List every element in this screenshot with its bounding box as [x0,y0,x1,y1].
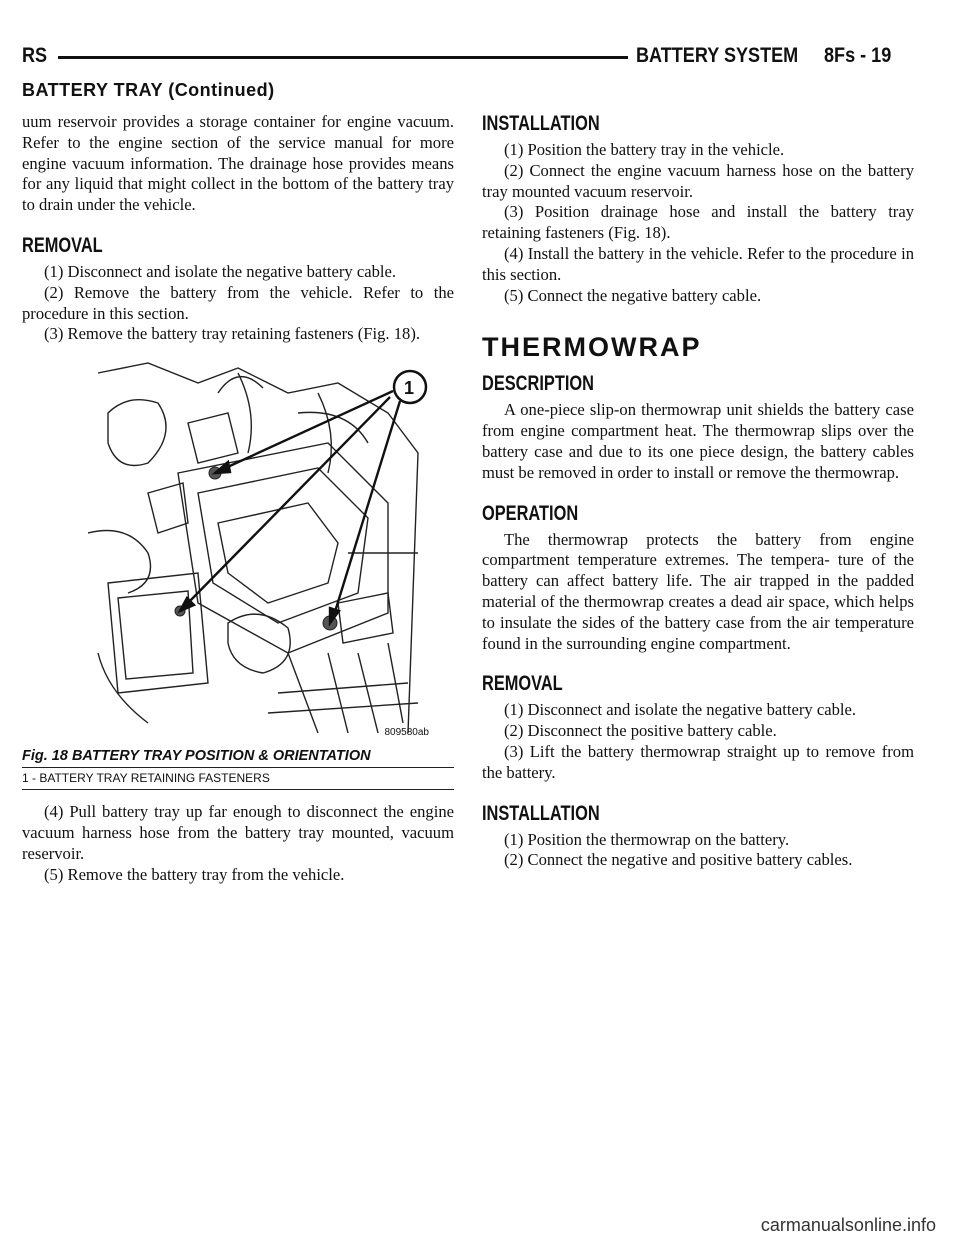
page-header [22,44,938,72]
description-paragraph: A one-piece slip-on thermowrap unit shields the battery case from engine compartment heat. The thermowrap slips over the battery case and due to its one piece design, the battery cables must be removed in order to install or remove the thermowrap. [482,400,914,482]
installation-step-1: (1) Position the battery tray in the vehicle. [504,140,785,159]
thermowrap-removal-heading: REMOVAL [482,672,563,696]
thermowrap-heading: THERMOWRAP [482,332,702,363]
description-heading: DESCRIPTION [482,372,594,396]
battery-tray-figure [88,353,433,738]
removal-step-4: (4) Pull battery tray up far enough to disconnect the engine vacuum harness hose from the battery tray mounted, vacuum reservoir. [22,802,454,863]
removal-heading: REMOVAL [22,233,103,257]
watermark-link[interactable]: carmanualsonline.info [760,1215,936,1235]
battery-tray-illustration [88,353,433,738]
removal-step-2: (2) Remove the battery from the vehicle. Refer to the procedure in this section. [22,282,454,323]
figure-legend: 1 - BATTERY TRAY RETAINING FASTENERS [22,767,454,790]
thermowrap-removal-step-2: (2) Disconnect the positive battery cable. [504,721,777,741]
thermowrap-removal-step-3: (3) Lift the battery thermowrap straight up to remove from the battery. [482,741,914,782]
intro-paragraph: uum reservoir provides a storage container for engine vacuum. Refer to the engine section of the service manual for more engine vacuum information. The drainage hose provides means for any liquid that might collect in the bottom of the battery tray to drain under the vehicle. [22,112,454,215]
installation-step-3: (3) Position drainage hose and install the battery tray retaining fasteners (Fig. 18). [482,202,914,243]
installation-step-2: (2) Connect the engine vacuum harness hose on the battery tray mounted vacuum reservoir. [482,160,914,201]
header-page-number: 8Fs - 19 [824,44,892,67]
right-column [482,112,914,871]
continued-title: BATTERY TRAY (Continued) [22,80,275,100]
operation-paragraph: The thermowrap protects the battery from engine compartment temperature extremes. The tempera- ture of the battery can affect battery life. The air trapped in the padded material of the thermowrap creates a dead air space, which helps to insulate the sides of the battery case from the air temperature found in the surrounding engine compartment. [482,529,914,653]
thermowrap-removal-step-1: (1) Disconnect and isolate the negative battery cable. [504,700,857,720]
thermowrap-installation-step-1: (1) Position the thermowrap on the battery. [504,829,790,849]
installation-heading: INSTALLATION [482,112,600,135]
left-column [22,112,454,885]
header-title: BATTERY SYSTEM [636,44,799,67]
installation-step-4: (4) Install the battery in the vehicle. Refer to the procedure in this section. [482,243,914,284]
header-rule [58,56,628,59]
thermowrap-installation-heading: INSTALLATION [482,801,600,825]
header-section-code: RS [22,44,48,67]
removal-step-5: (5) Remove the battery tray from the vehicle. [44,864,345,884]
figure-callout-1: 1 [404,378,415,399]
installation-step-5: (5) Connect the negative battery cable. [504,285,762,305]
removal-step-3: (3) Remove the battery tray retaining fasteners (Fig. 18). [44,324,421,344]
figure-image-id: 809580ab [384,727,429,739]
figure-caption: Fig. 18 BATTERY TRAY POSITION & ORIENTATION [22,748,371,765]
operation-heading: OPERATION [482,501,579,525]
removal-step-1: (1) Disconnect and isolate the negative battery cable. [44,261,397,281]
thermowrap-installation-step-2: (2) Connect the negative and positive battery cables. [504,850,853,870]
